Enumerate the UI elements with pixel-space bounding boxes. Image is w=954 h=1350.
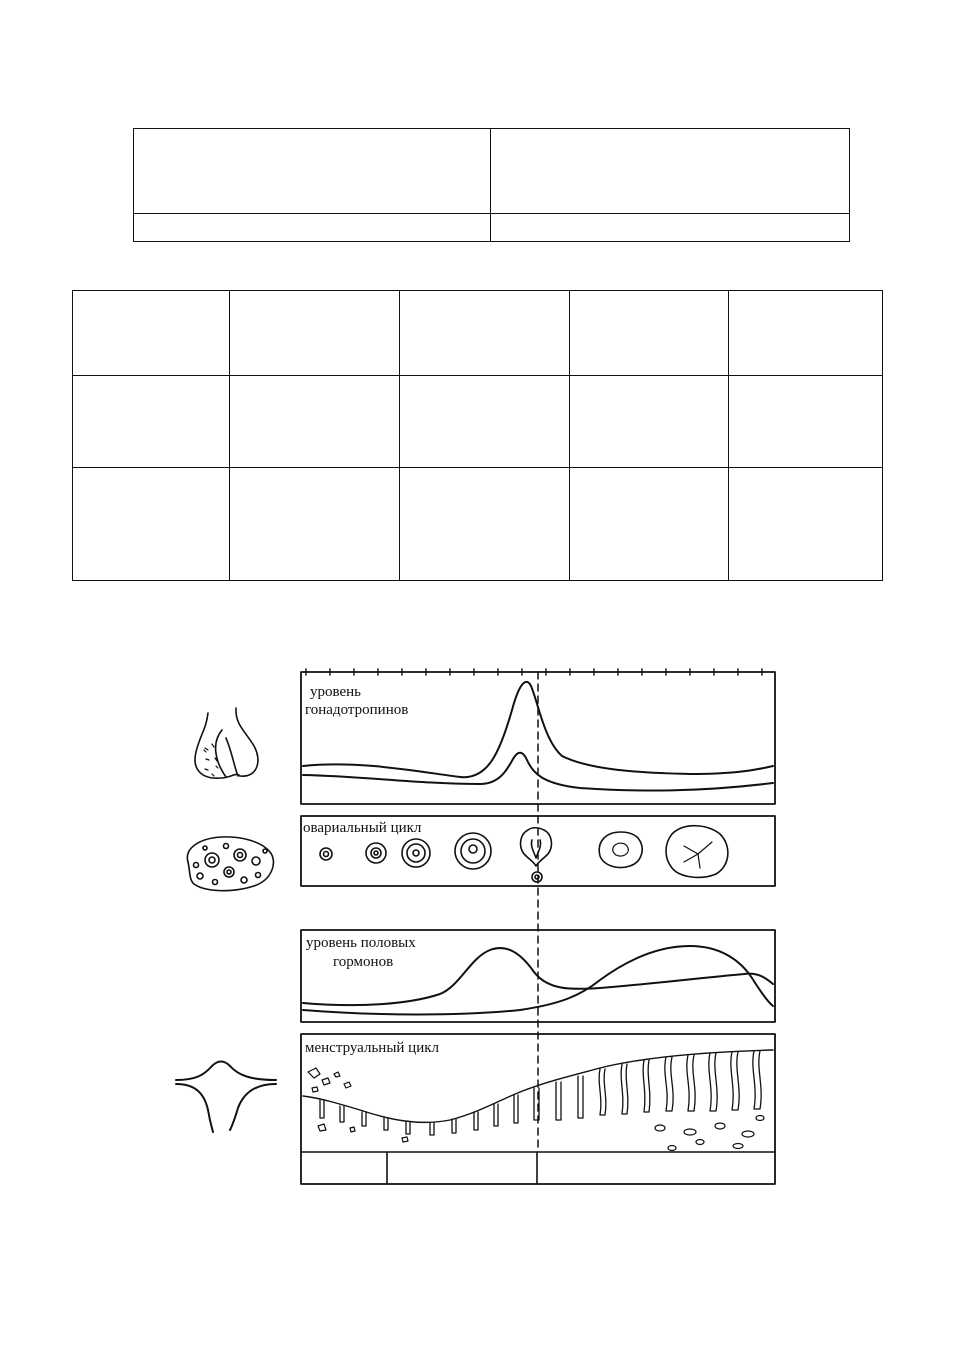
corpus-luteum-mature [666, 826, 728, 878]
corpus-luteum-early [599, 832, 642, 868]
endometrium-cross-sections [655, 1116, 764, 1151]
endometrial-glands [320, 1051, 761, 1135]
ovulation-follicle [521, 828, 552, 882]
follicle-stage-3 [402, 839, 430, 867]
gonadotropins-label-line1: уровень [310, 684, 362, 700]
shedding-fragments [308, 1068, 408, 1142]
follicle-stage-2 [366, 843, 386, 863]
follicle-stage-1 [320, 848, 332, 860]
sex-hormones-label-line1: уровень половых [306, 935, 416, 951]
ovary-drawing [187, 837, 273, 891]
gonadotropins-label-line2: гонадотропинов [305, 702, 409, 718]
uterus-drawing [176, 1062, 276, 1133]
follicle-stage-4 [455, 833, 491, 869]
sex-hormones-label-line2: гормонов [333, 954, 394, 970]
ovarian-cycle-label: овариальный цикл [303, 820, 422, 836]
pituitary-gland-drawing [195, 708, 258, 778]
menstrual-cycle-label: менструальный цикл [305, 1040, 440, 1056]
